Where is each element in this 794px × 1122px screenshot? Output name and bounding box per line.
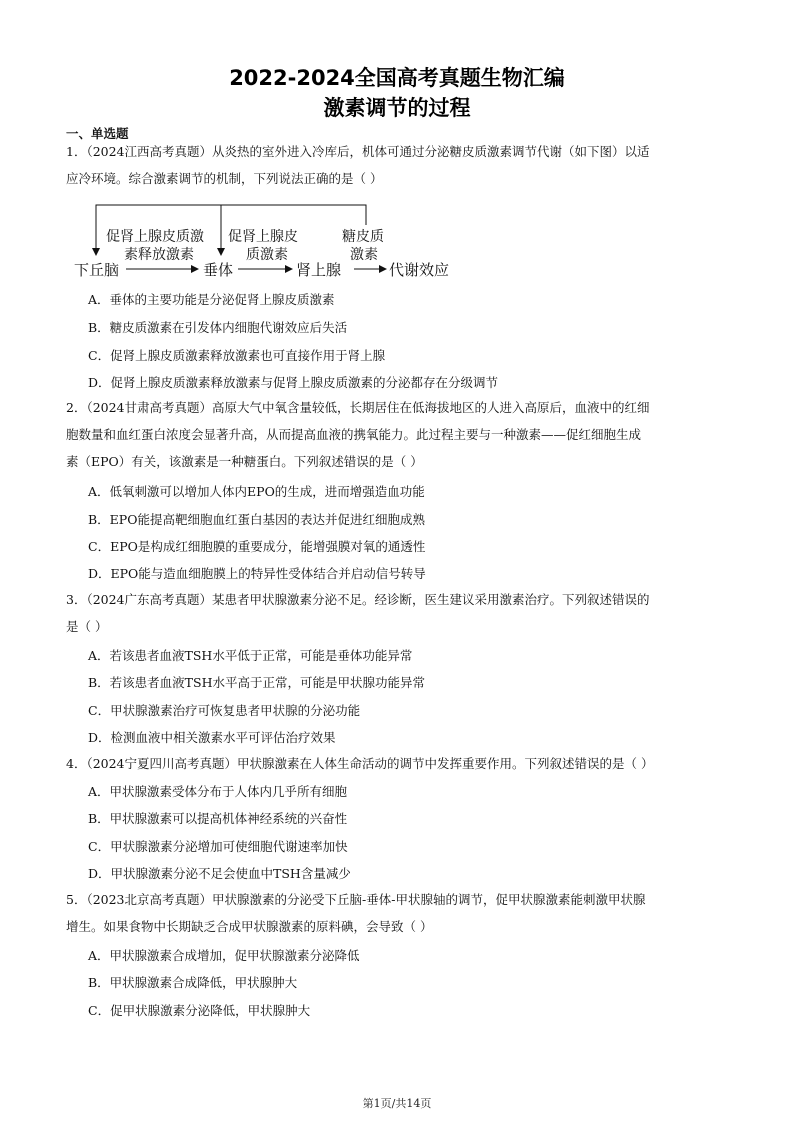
question-5-stem-line: 增生。如果食物中长期缺乏合成甲状腺激素的原料碘，会导致（ ）	[66, 919, 433, 934]
node-adrenal: 肾上腺	[296, 261, 342, 279]
question-5-option-c: C．促甲状腺激素分泌降低，甲状腺肿大	[88, 1003, 311, 1018]
hormone-regulation-diagram	[66, 199, 486, 289]
question-5-stem	[66, 886, 734, 940]
question-4-option-d: D．甲状腺激素分泌不足会使血中TSH含量减少	[88, 866, 351, 881]
diagram-svg	[66, 199, 486, 289]
question-2-option-b: B．EPO能提高靶细胞血红蛋白基因的表达并促进红细胞成熟	[88, 512, 425, 527]
question-4-option-b: B．甲状腺激素可以提高机体神经系统的兴奋性	[88, 811, 348, 826]
question-4-option-c: C．甲状腺激素分泌增加可使细胞代谢速率加快	[88, 839, 348, 854]
label-acth-line2: 质激素	[246, 247, 288, 263]
section-heading: 一、单选题	[66, 126, 129, 141]
node-effect: 代谢效应	[389, 261, 450, 279]
question-2-option-a: A．低氧刺激可以增加人体内EPO的生成，进而增强造血功能	[88, 484, 425, 499]
question-3-stem-line: 3．（2024广东高考真题）某患者甲状腺激素分泌不足。经诊断，医生建议采用激素治疗。下列叙述错误的	[66, 592, 650, 607]
label-crh-line1: 促肾上腺皮质激	[106, 229, 204, 245]
label-glucocorticoid-line2: 激素	[350, 247, 378, 263]
question-1-option-c: C．促肾上腺皮质激素释放激素也可直接作用于肾上腺	[88, 348, 386, 363]
question-5-stem-line: 5．（2023北京高考真题）甲状腺激素的分泌受下丘脑-垂体-甲状腺轴的调节，促甲状腺激素能刺激甲状腺	[66, 892, 646, 907]
question-3-option-a: A．若该患者血液TSH水平低于正常，可能是垂体功能异常	[88, 648, 413, 663]
question-2-option-d: D．EPO能与造血细胞膜上的特异性受体结合并启动信号转导	[88, 566, 426, 581]
node-pituitary: 垂体	[203, 261, 234, 279]
document-subtitle: 激素调节的过程	[323, 96, 471, 120]
question-5-option-a: A．甲状腺激素合成增加，促甲状腺激素分泌降低	[88, 948, 360, 963]
label-crh-line2: 素释放激素	[124, 247, 194, 263]
question-3-option-b: B．若该患者血液TSH水平高于正常，可能是甲状腺功能异常	[88, 675, 425, 690]
question-1-option-d: D．促肾上腺皮质激素释放激素与促肾上腺皮质激素的分泌都存在分级调节	[88, 375, 499, 390]
question-3-stem-line: 是（ ）	[66, 619, 108, 634]
question-2-stem-line: 胞数量和血红蛋白浓度会显著升高，从而提高血液的携氧能力。此过程主要与一种激素——促红细胞生成	[66, 427, 642, 442]
question-2-stem	[66, 394, 734, 475]
page-footer: 第1页/共14页	[362, 1097, 432, 1110]
question-4-option-a: A．甲状腺激素受体分布于人体内几乎所有细胞	[88, 784, 348, 799]
question-1-option-a: A．垂体的主要功能是分泌促肾上腺皮质激素	[88, 292, 335, 307]
label-acth-line1: 促肾上腺皮	[228, 229, 298, 245]
question-2-stem-line: 2．（2024甘肃高考真题）高原大气中氧含量较低，长期居住在低海拔地区的人进入高原后，血液中的红细	[66, 400, 650, 415]
label-glucocorticoid-line1: 糖皮质	[342, 229, 384, 245]
question-3-stem	[66, 586, 734, 640]
question-1-stem-line: 1．（2024江西高考真题）从炎热的室外进入冷库后，机体可通过分泌糖皮质激素调节代谢（如下图）以适	[66, 144, 650, 159]
document-title: 2022-2024全国高考真题生物汇编	[229, 66, 565, 90]
question-2-option-c: C．EPO是构成红细胞膜的重要成分，能增强膜对氧的通透性	[88, 539, 426, 554]
question-3-option-c: C．甲状腺激素治疗可恢复患者甲状腺的分泌功能	[88, 703, 361, 718]
question-1-stem-line: 应冷环境。综合激素调节的机制，下列说法正确的是（ ）	[66, 171, 383, 186]
node-hypothalamus: 下丘脑	[74, 261, 120, 279]
question-2-stem-line: 素（EPO）有关，该激素是一种糖蛋白。下列叙述错误的是（ ）	[66, 454, 423, 469]
question-1-stem	[66, 138, 734, 192]
question-1-option-b: B．糖皮质激素在引发体内细胞代谢效应后失活	[88, 320, 348, 335]
question-4-stem-line: 4．（2024宁夏四川高考真题）甲状腺激素在人体生命活动的调节中发挥重要作用。下列叙述错误的是（ ）	[66, 756, 654, 771]
question-3-option-d: D．检测血液中相关激素水平可评估治疗效果	[88, 730, 336, 745]
question-5-option-b: B．甲状腺激素合成降低，甲状腺肿大	[88, 975, 298, 990]
question-4-stem	[66, 750, 734, 777]
